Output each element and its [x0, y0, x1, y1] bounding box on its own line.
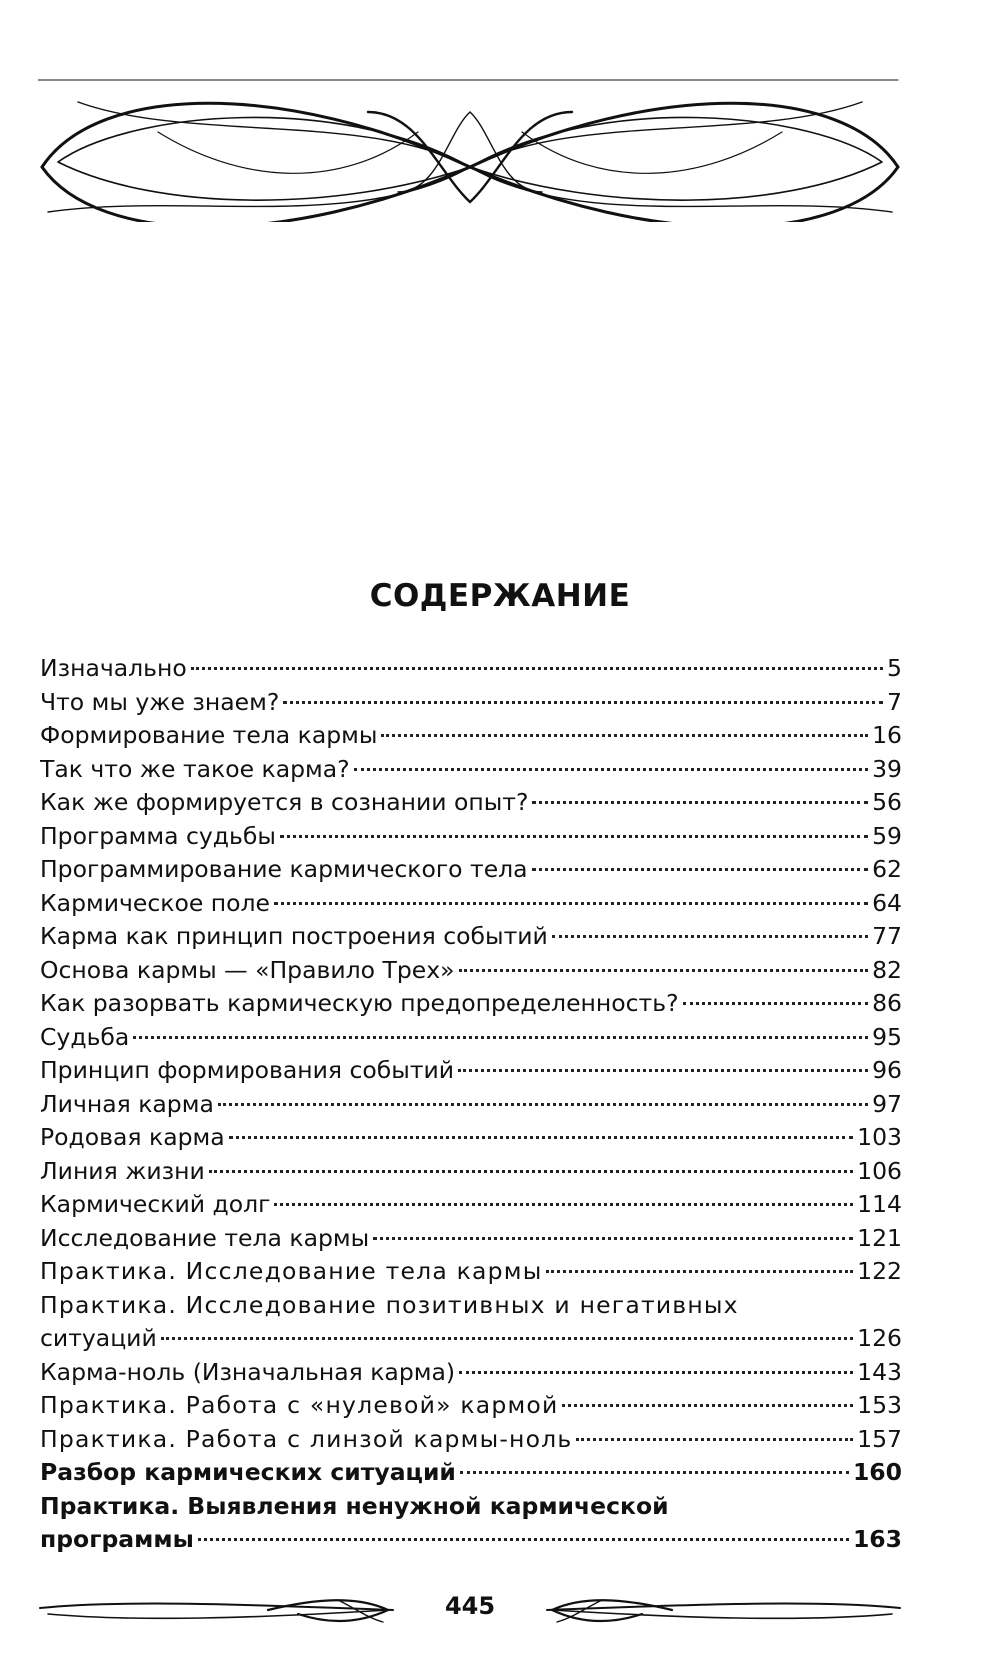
- toc-entry-continuation[interactable]: [40, 1523, 902, 1557]
- toc-entry-page: 86: [872, 989, 902, 1017]
- toc-entry-page: 82: [872, 955, 902, 984]
- dot-leader: [198, 1538, 849, 1541]
- toc-entry-title: Основа кармы — «Правило Трех»: [40, 955, 455, 984]
- toc-entry-page: 56: [872, 788, 902, 816]
- toc-entry-page: 16: [872, 721, 902, 749]
- toc-entry[interactable]: [40, 753, 902, 787]
- toc-entry-title: Формирование тела кармы: [40, 721, 378, 749]
- flourish-ornament-icon: [38, 72, 902, 222]
- dot-leader: [532, 801, 868, 804]
- toc-entry[interactable]: [40, 1088, 902, 1122]
- dot-leader: [373, 1237, 853, 1240]
- toc-entry[interactable]: [40, 1423, 902, 1457]
- toc-entry-page: 126: [857, 1324, 902, 1352]
- dot-leader: [459, 1371, 853, 1374]
- toc-entry-title: Практика. Выявления ненужной кармической: [40, 1491, 669, 1520]
- toc-entry-title: Линия жизни: [40, 1156, 205, 1185]
- toc-entry[interactable]: [40, 853, 902, 887]
- toc-entry-title: Родовая карма: [40, 1123, 225, 1151]
- toc-entry-page: 106: [857, 1156, 902, 1185]
- toc-entry[interactable]: [40, 1155, 902, 1189]
- toc-entry-page: 5: [887, 654, 902, 682]
- dot-leader: [354, 768, 868, 771]
- toc-entry-title: Изначально: [40, 654, 187, 682]
- toc-entry[interactable]: [40, 719, 902, 753]
- toc-entry[interactable]: [40, 652, 902, 686]
- toc-entry[interactable]: [40, 954, 902, 988]
- toc-entry-title: Исследование тела кармы: [40, 1223, 370, 1252]
- toc-entry[interactable]: [40, 1389, 902, 1423]
- toc-entry-page: 95: [872, 1022, 902, 1051]
- toc-entry-title: Практика. Работа с «нулевой» кармой: [40, 1391, 559, 1419]
- dot-leader: [280, 835, 868, 838]
- toc-entry-page: 163: [852, 1525, 902, 1553]
- toc-entry-page: 39: [872, 754, 902, 783]
- toc-entry-page: 143: [857, 1357, 902, 1386]
- toc-entry-page: 157: [857, 1424, 902, 1453]
- dot-leader: [460, 1471, 849, 1474]
- toc-entry-page: 97: [872, 1089, 902, 1118]
- dot-leader: [191, 667, 883, 670]
- toc-entry[interactable]: [40, 686, 902, 720]
- dot-leader: [161, 1337, 853, 1340]
- toc-entry-title: Практика. Работа с линзой кармы-ноль: [40, 1424, 573, 1453]
- dot-leader: [459, 969, 869, 972]
- toc-entry-title: Карма как принцип построения событий: [40, 922, 548, 950]
- dot-leader: [274, 1203, 853, 1206]
- toc-entry-title: Как разорвать кармическую предопределенность?: [40, 989, 679, 1017]
- toc-entry-page: 77: [872, 922, 902, 950]
- page-footer: [38, 1590, 902, 1630]
- toc-entry-page: 7: [887, 687, 902, 716]
- toc-entry-title: Судьба: [40, 1022, 130, 1051]
- toc-entry[interactable]: [40, 887, 902, 921]
- toc-entry-title: Как же формируется в сознании опыт?: [40, 788, 529, 816]
- toc-entry-page: 96: [872, 1056, 902, 1084]
- dot-leader: [133, 1036, 868, 1039]
- toc-entry[interactable]: [40, 1255, 902, 1289]
- dot-leader: [458, 1069, 868, 1072]
- dot-leader: [209, 1170, 853, 1173]
- toc-entry-title: Практика. Исследование позитивных и негативных: [40, 1290, 739, 1319]
- page-number: 445: [444, 1592, 496, 1620]
- toc-entry[interactable]: [40, 1222, 902, 1256]
- toc-entry-title: Так что же такое карма?: [40, 754, 350, 783]
- toc-entry-page: 59: [872, 821, 902, 850]
- dot-leader: [229, 1136, 853, 1139]
- toc-entry-title: Разбор кармических ситуаций: [40, 1458, 456, 1486]
- toc-entry[interactable]: [40, 1490, 902, 1524]
- toc-entry-page: 153: [857, 1391, 902, 1419]
- dot-leader: [283, 701, 883, 704]
- toc-entry[interactable]: [40, 786, 902, 820]
- toc-entry-title: программы: [40, 1525, 194, 1553]
- toc-entry[interactable]: [40, 920, 902, 954]
- dot-leader: [546, 1270, 853, 1273]
- dot-leader: [683, 1002, 869, 1005]
- toc-entry[interactable]: [40, 1356, 902, 1390]
- dot-leader: [218, 1103, 868, 1106]
- toc-entry-title: Программа судьбы: [40, 821, 276, 850]
- toc-entry-page: 114: [857, 1190, 902, 1218]
- table-of-contents: [40, 652, 902, 1557]
- toc-entry-title: Кармический долг: [40, 1190, 271, 1218]
- toc-entry[interactable]: [40, 987, 902, 1021]
- toc-entry-title: Принцип формирования событий: [40, 1056, 455, 1084]
- dot-leader: [532, 868, 869, 871]
- dot-leader: [552, 935, 868, 938]
- toc-entry-page: 64: [872, 888, 902, 917]
- toc-entry-page: 62: [872, 855, 902, 883]
- toc-entry-title: Карма-ноль (Изначальная карма): [40, 1357, 456, 1386]
- toc-entry-page: 160: [852, 1458, 902, 1486]
- toc-entry-page: 121: [857, 1223, 902, 1252]
- toc-entry-page: 103: [857, 1123, 902, 1151]
- toc-entry-title: Практика. Исследование тела кармы: [40, 1257, 543, 1285]
- flourish-divider-icon: [542, 1590, 902, 1630]
- toc-entry[interactable]: [40, 820, 902, 854]
- toc-entry[interactable]: [40, 1188, 902, 1222]
- toc-entry[interactable]: [40, 1021, 902, 1055]
- toc-entry-title: Личная карма: [40, 1089, 214, 1118]
- toc-entry[interactable]: [40, 1289, 902, 1323]
- dot-leader: [381, 734, 868, 737]
- toc-entry-continuation[interactable]: [40, 1322, 902, 1356]
- dot-leader: [562, 1404, 853, 1407]
- toc-entry-title: ситуаций: [40, 1324, 157, 1352]
- dot-leader: [576, 1438, 853, 1441]
- toc-entry[interactable]: [40, 1121, 902, 1155]
- toc-entry-title: Программирование кармического тела: [40, 855, 528, 883]
- toc-entry[interactable]: [40, 1054, 902, 1088]
- toc-entry-title: Что мы уже знаем?: [40, 687, 280, 716]
- toc-entry[interactable]: [40, 1456, 902, 1490]
- page-title: СОДЕРЖАНИЕ: [369, 578, 631, 614]
- dot-leader: [274, 902, 868, 905]
- toc-entry-title: Кармическое поле: [40, 888, 270, 917]
- toc-entry-page: 122: [857, 1257, 902, 1285]
